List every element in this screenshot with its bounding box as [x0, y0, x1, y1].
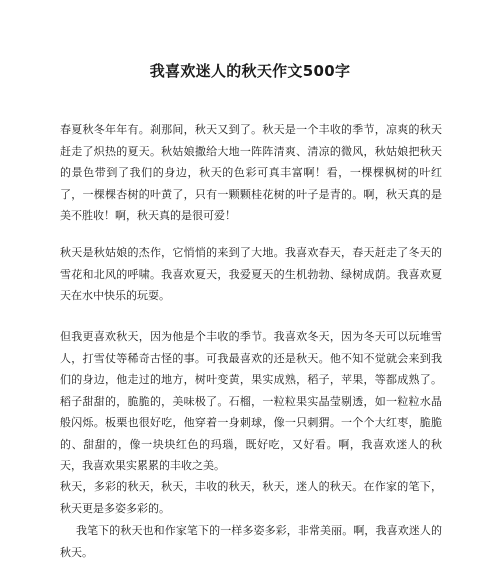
paragraph-2: 秋天是秋姑娘的杰作，它悄悄的来到了大地。我喜欢春天，春天赶走了冬天的雪花和北风的呼啸。我喜欢夏天，我爱夏天的生机勃勃、绿树成荫。我喜欢夏天在水中快乐的玩耍。	[60, 246, 442, 302]
document-title: 我喜欢迷人的秋天作文500字	[149, 62, 351, 80]
paragraph-3: 但我更喜欢秋天，因为他是个丰收的季节。我喜欢冬天，因为冬天可以玩堆雪人，打雪仗等稀奇古怪的事。可我最喜欢的还是秋天。他不知不觉就会来到我们的身边，他走过的地方，树叶变黄，果实成熟，稻子，苹果，等都成熟了。稻子甜甜的，脆脆的，美味极了。石榴，一粒粒果实晶莹剔透，如一粒粒水晶般闪烁。板栗也很好吃，他穿着一身刺球，像一只刺猬。一个个大红枣，脆脆的、甜甜的，像一块块红色的玛瑙，既好吃，又好看。啊，我喜欢迷人的秋天，我喜欢果实累累的丰收之美。	[60, 330, 442, 472]
paragraph-4: 秋天，多彩的秋天，秋天，丰收的秋天，秋天，迷人的秋天。在作家的笔下，秋天更是多姿多彩的。	[60, 480, 442, 515]
paragraph-5: 我笔下的秋天也和作家笔下的一样多姿多彩，非常美丽。啊，我喜欢迷人的秋天。	[60, 524, 442, 559]
paragraph-1: 春夏秋冬年年有。刹那间，秋天又到了。秋天是一个丰收的季节，凉爽的秋天赶走了炽热的夏天。秋姑娘撒给大地一阵阵清爽、清凉的微风，秋姑娘把秋天的景色带到了我们的身边，秋天的色彩可真丰富啊！看，一棵棵枫树的叶红了，一棵棵杏树的叶黄了，只有一颗颗桂花树的叶子是青的。啊，秋天真的是美不胜收！啊，秋天真的是很可爱！	[60, 123, 442, 222]
